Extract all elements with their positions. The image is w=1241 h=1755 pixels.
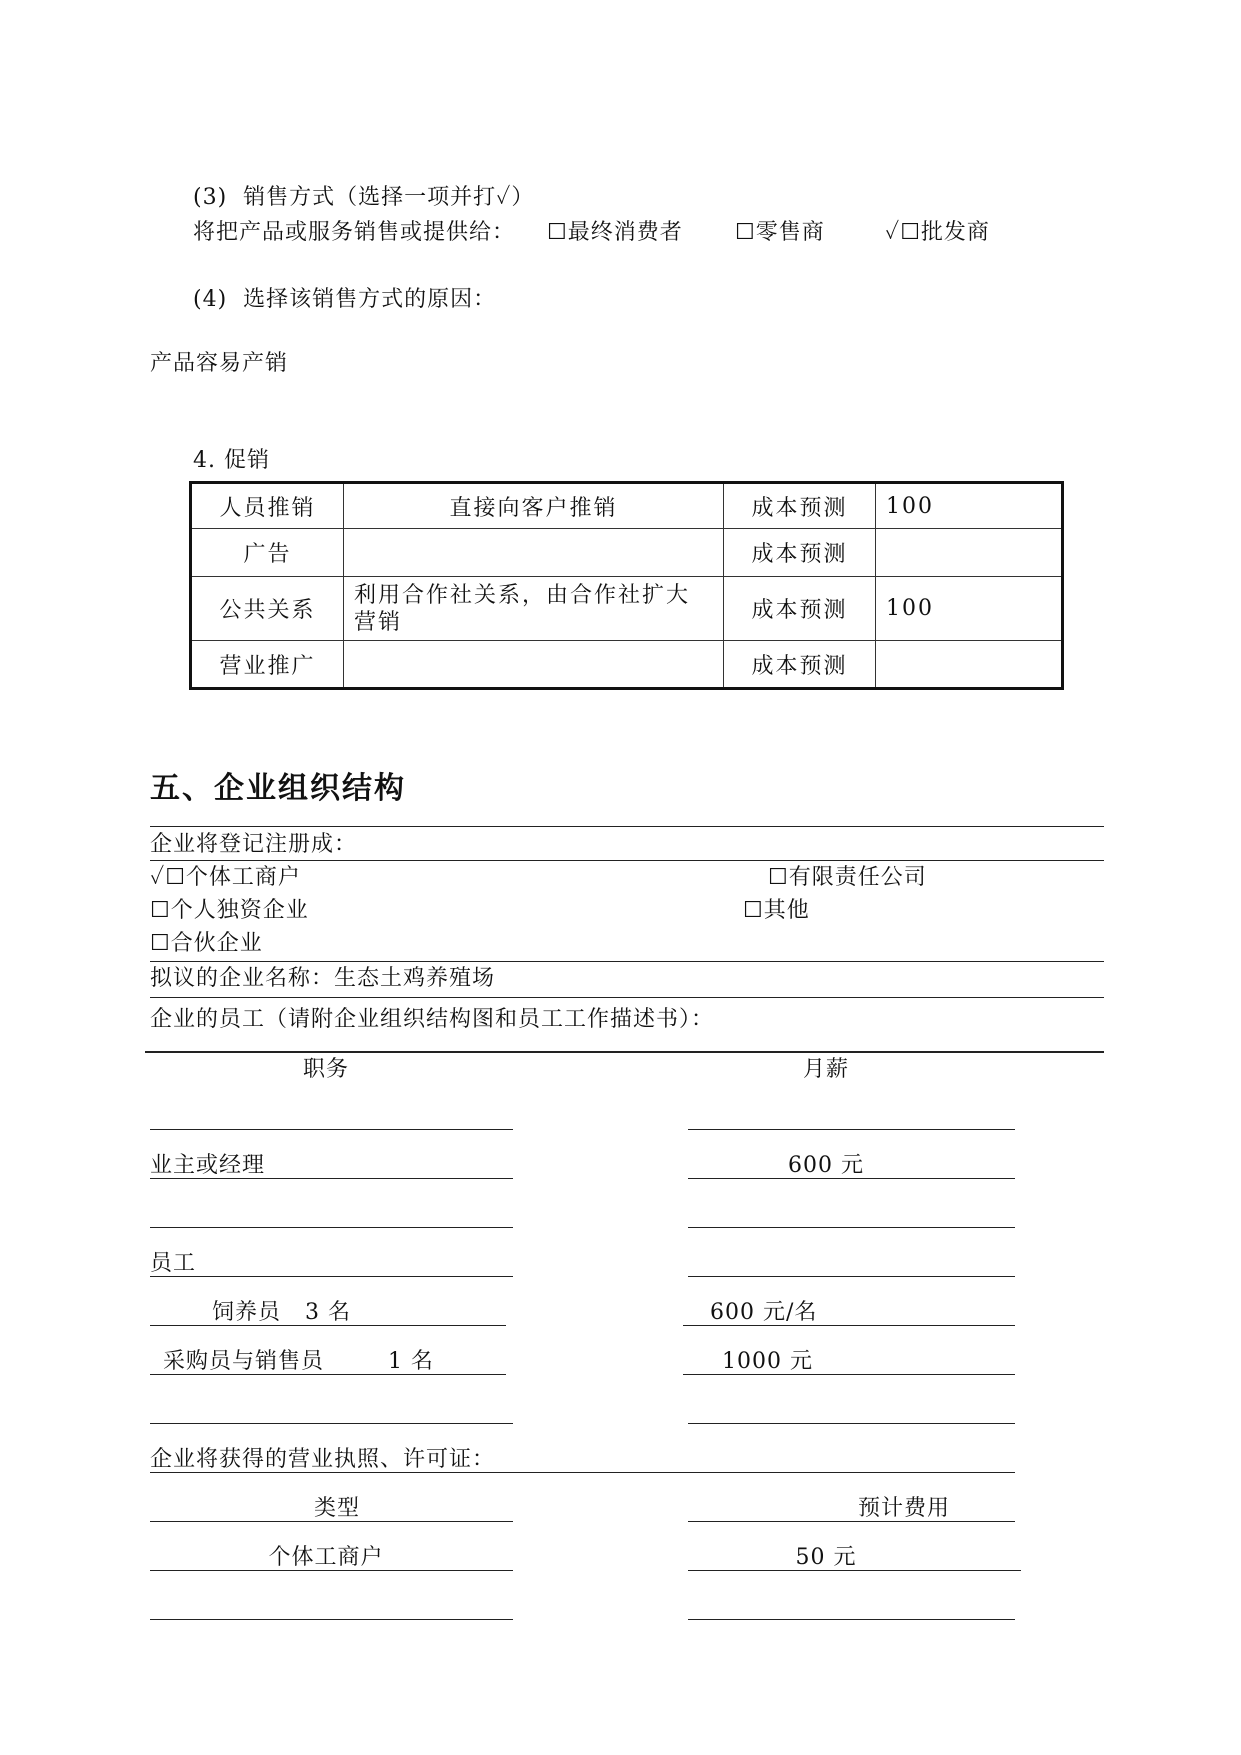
form-line: [150, 1129, 513, 1130]
company-name-line: 拟议的企业名称：生态土鸡养殖场: [150, 966, 496, 991]
staff-feeder-position: 饲养员 3 名: [212, 1300, 351, 1325]
option-wholesaler[interactable]: ✓☐批发商: [885, 220, 990, 245]
form-line: [688, 1423, 1015, 1424]
register-sole-trader[interactable]: ✓☐个体工商户: [150, 865, 301, 890]
table-row: [191, 577, 1063, 641]
register-other[interactable]: ☐其他: [743, 898, 810, 923]
register-partnership[interactable]: ☐合伙企业: [150, 931, 263, 956]
promo-cost-label: 成本预测: [724, 529, 876, 577]
register-individual[interactable]: ☐个人独资企业: [150, 898, 309, 923]
form-line: [688, 1619, 1015, 1620]
staff-buyer-salary: 1000 元: [722, 1349, 813, 1374]
register-label: 企业将登记注册成：: [150, 832, 358, 857]
promo-cost-label: 成本预测: [724, 483, 876, 529]
promo-type: 公共关系: [191, 577, 344, 641]
promo-cost-label: 成本预测: [724, 641, 876, 689]
table-row: [191, 529, 1063, 577]
sales-method-title: (3) 销售方式（选择一项并打✓）: [193, 185, 535, 210]
promo-cost: [876, 529, 1063, 577]
staff-owner-salary: 600 元: [788, 1153, 864, 1178]
promo-type: 人员推销: [191, 483, 344, 529]
section-heading: 五、企业组织结构: [150, 771, 406, 806]
form-line: [150, 1619, 513, 1620]
license-fee: 50 元: [795, 1545, 857, 1570]
promo-cost: 100: [876, 577, 1063, 641]
table-row: [191, 641, 1063, 689]
register-llc[interactable]: ☐有限责任公司: [768, 865, 927, 890]
staff-employee-label: 员工: [150, 1251, 197, 1276]
promotion-title: 4. 促销: [193, 448, 270, 473]
promo-type: 营业推广: [191, 641, 344, 689]
reason-title: (4) 选择该销售方式的原因：: [193, 287, 497, 312]
license-type: 个体工商户: [268, 1545, 384, 1570]
promo-cost: [876, 641, 1063, 689]
form-line: [150, 1423, 513, 1424]
form-line: [150, 1570, 513, 1571]
staff-owner-position: 业主或经理: [150, 1153, 266, 1178]
promo-cost: 100: [876, 483, 1063, 529]
option-retailer[interactable]: ☐零售商: [735, 220, 825, 245]
staff-feeder-salary: 600 元/名: [710, 1300, 818, 1325]
divider: [150, 860, 1104, 861]
promo-desc: [344, 641, 724, 689]
divider: [150, 961, 1104, 962]
form-line: [150, 1276, 513, 1277]
license-line: 企业将获得的营业执照、许可证：: [150, 1447, 496, 1472]
license-header-fee: 预计费用: [858, 1496, 951, 1521]
reason-answer: 产品容易产销: [150, 351, 289, 376]
staff-buyer-position: 采购员与销售员 1 名: [163, 1349, 434, 1374]
form-line: [688, 1570, 1021, 1571]
option-end-consumer[interactable]: ☐最终消费者: [547, 220, 683, 245]
table-row: [191, 483, 1063, 529]
staff-line: 企业的员工（请附企业组织结构图和员工工作描述书）：: [150, 1007, 715, 1032]
form-line: [688, 1227, 1015, 1228]
divider: [145, 1051, 1104, 1053]
form-line: [150, 1521, 513, 1522]
promotion-table: [189, 481, 1064, 690]
promo-cost-label: 成本预测: [724, 577, 876, 641]
promo-desc: 利用合作社关系，由合作社扩大营销: [344, 577, 724, 641]
form-line: [150, 1472, 1015, 1473]
form-line: [688, 1129, 1015, 1130]
promo-desc: 直接向客户推销: [344, 483, 724, 529]
form-line: [688, 1521, 1015, 1522]
sales-method-prompt: 将把产品或服务销售或提供给：: [193, 220, 516, 245]
license-header-type: 类型: [313, 1496, 360, 1521]
divider: [150, 997, 1104, 998]
staff-header-position: 职务: [302, 1057, 349, 1082]
staff-header-salary: 月薪: [802, 1057, 849, 1082]
promo-type: 广告: [191, 529, 344, 577]
divider: [150, 826, 1104, 827]
form-line: [688, 1276, 1015, 1277]
form-line: [150, 1227, 513, 1228]
promo-desc: [344, 529, 724, 577]
